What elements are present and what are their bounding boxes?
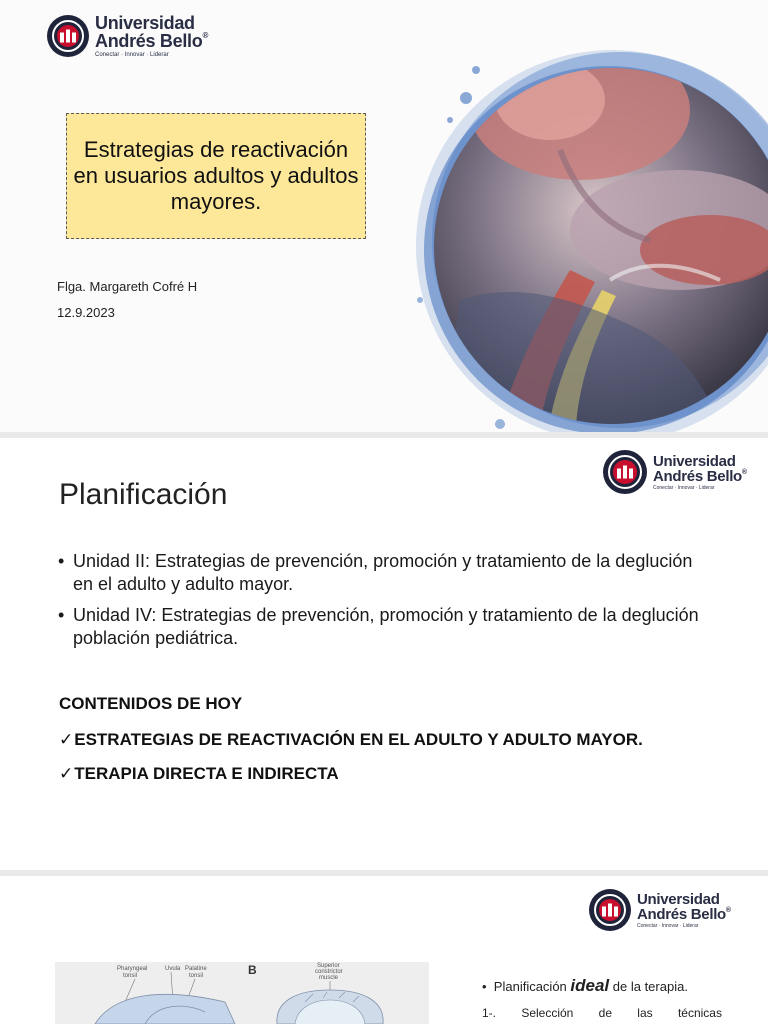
- logo-tagline: Conectar · Innovar · Liderar: [95, 52, 169, 58]
- contents-heading: CONTENIDOS DE HOY: [59, 694, 243, 713]
- logo-tagline: Conectar · Innovar · Liderar: [637, 922, 699, 929]
- university-seal-icon: [589, 889, 631, 931]
- panel-label: B: [248, 963, 257, 977]
- diagram-label: Pharyngeal: [117, 966, 148, 972]
- content-item-label: TERAPIA DIRECTA E INDIRECTA: [74, 764, 339, 783]
- logo-line2: Andrés Bello: [95, 31, 203, 51]
- logo-line2: Andrés Bello: [637, 905, 726, 923]
- content-item-label: ESTRATEGIAS DE REACTIVACIÓN EN EL ADULTO Y ADULTO MAYOR.: [74, 730, 643, 749]
- units-list: [58, 550, 708, 658]
- word: de: [598, 1006, 612, 1020]
- list-item: • Unidad II: Estrategias de prevención, promoción y tratamiento de la deglución en el adulto y adulto mayor.: [58, 550, 708, 596]
- logo-reg: ®: [202, 31, 209, 40]
- diagram-label: tonsil: [123, 973, 138, 979]
- bullet-suffix: de la terapia.: [609, 979, 688, 994]
- university-logo: [589, 889, 731, 931]
- logo-reg: ®: [741, 468, 747, 476]
- logo-line1: Universidad: [637, 890, 720, 908]
- checkmark-icon: ✓: [59, 730, 74, 749]
- university-seal-icon: [603, 450, 647, 494]
- diagram-label: Superior: [317, 963, 340, 969]
- word: las: [637, 1006, 653, 1020]
- bullet-dot: •: [482, 979, 487, 994]
- university-logo: [47, 14, 208, 58]
- word: Selección: [521, 1006, 574, 1020]
- slide-title: [0, 0, 768, 432]
- slide-planning: [0, 438, 768, 870]
- anatomy-illustration: [380, 0, 768, 432]
- oral-cavity-diagram: [55, 962, 429, 1024]
- bullet-ideal: ideal: [570, 976, 610, 995]
- diagram-label: tonsil: [189, 973, 204, 979]
- logo-line1: Universidad: [95, 13, 195, 33]
- planning-title: Planificación: [59, 478, 228, 511]
- bullet-prefix: Planificación: [493, 979, 571, 994]
- throat-anatomy-image: [380, 0, 768, 432]
- logo-line2: Andrés Bello: [653, 467, 742, 485]
- logo-reg: ®: [725, 906, 731, 914]
- presentation-title: Estrategias de reactivación en usuarios adultos y adultos mayores.: [73, 137, 359, 214]
- author-name: Flga. Margareth Cofré H: [57, 279, 198, 294]
- checkmark-icon: ✓: [59, 764, 74, 783]
- diagram-label: constrictor: [315, 969, 343, 975]
- presentation-date: 12.9.2023: [57, 305, 115, 320]
- university-logo: [603, 450, 747, 494]
- university-seal-icon: [47, 15, 89, 57]
- word: técnicas: [677, 1006, 722, 1020]
- content-item: [59, 730, 643, 750]
- title-box: [66, 113, 366, 239]
- logo-tagline: Conectar · Innovar · Liderar: [653, 484, 715, 491]
- diagram-label: Uvula: [165, 966, 181, 972]
- word: 1-.: [482, 1006, 497, 1020]
- content-item: [59, 764, 339, 784]
- therapy-bullet: [482, 976, 688, 996]
- logo-line1: Universidad: [653, 452, 736, 470]
- list-item: • Unidad IV: Estrategias de prevención, promoción y tratamiento de la deglución población pediátrica.: [58, 604, 708, 650]
- diagram-label: Palatine: [185, 966, 207, 972]
- therapy-step-line: [482, 1006, 722, 1020]
- diagram-label: muscle: [319, 975, 339, 981]
- slide-therapy: [0, 876, 768, 1024]
